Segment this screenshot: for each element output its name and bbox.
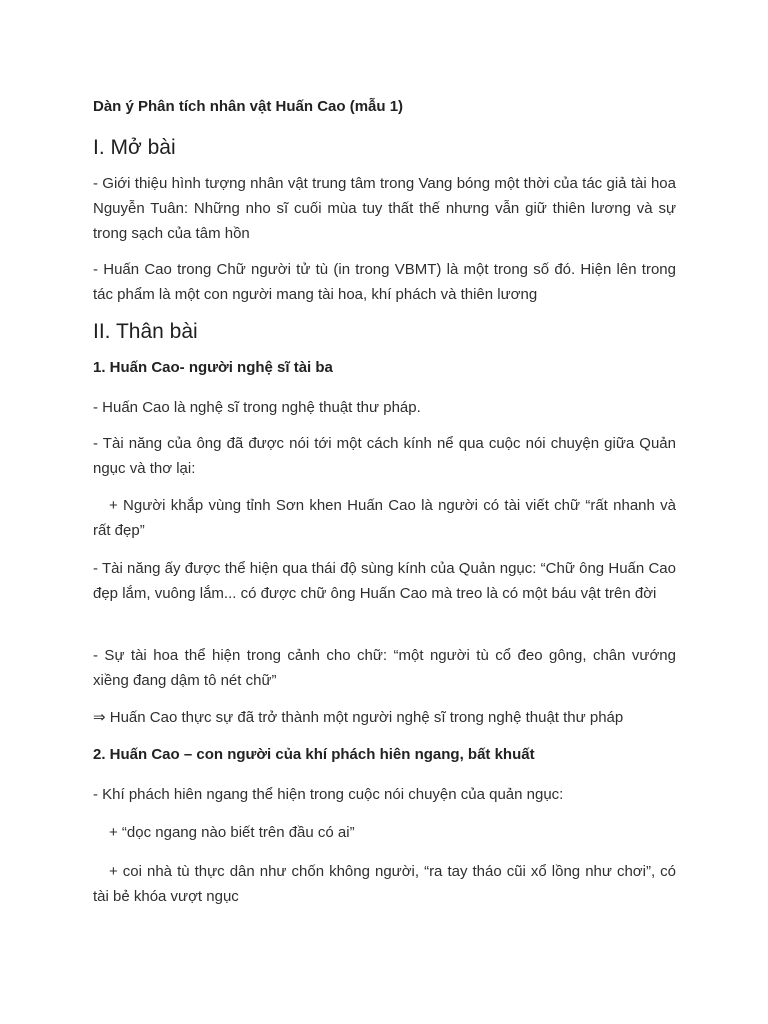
paragraph: - Sự tài hoa thể hiện trong cảnh cho chữ: “một người tù cổ đeo gông, chân vướng xiềng đang dậm tô nét chữ” [93,647,676,689]
section-heading-than-bai: II. Thân bài [93,320,198,343]
paragraph: + coi nhà tù thực dân như chốn không người, “ra tay tháo cũi xổ lồng như chơi”, có tài bẻ khóa vượt ngục [93,863,676,905]
paragraph: - Huấn Cao trong Chữ người tử tù (in trong VBMT) là một trong số đó. Hiện lên trong tác phẩm là một con người mang tài hoa, khí phách và thiên lương [93,261,676,303]
paragraph: - Khí phách hiên ngang thể hiện trong cuộc nói chuyện của quản ngục: [93,786,564,803]
paragraph: - Giới thiệu hình tượng nhân vật trung tâm trong Vang bóng một thời của tác giả tài hoa Nguyễn Tuân: Những nho sĩ cuối mùa tuy thất thế nhưng vẫn giữ thiên lương và sự trong sạch của tâm hồn [93,175,676,242]
subsection-heading-1: 1. Huấn Cao- người nghệ sĩ tài ba [93,359,333,376]
paragraph: + Người khắp vùng tỉnh Sơn khen Huấn Cao là người có tài viết chữ “rất nhanh và rất đẹp” [93,497,676,539]
paragraph: - Tài năng ấy được thể hiện qua thái độ sùng kính của Quản ngục: “Chữ ông Huấn Cao đẹp lắm, vuông lắm... có được chữ ông Huấn Cao mà treo là có một báu vật trên đời [93,560,676,602]
paragraph: + “dọc ngang nào biết trên đầu có ai” [109,824,355,841]
section-heading-mo-bai: I. Mở bài [93,136,176,159]
paragraph: ⇒ Huấn Cao thực sự đã trở thành một người nghệ sĩ trong nghệ thuật thư pháp [93,709,624,726]
subsection-heading-2: 2. Huấn Cao – con người của khí phách hiên ngang, bất khuất [93,746,535,763]
paragraph: - Huấn Cao là nghệ sĩ trong nghệ thuật thư pháp. [93,399,421,416]
document-title: Dàn ý Phân tích nhân vật Huấn Cao (mẫu 1) [93,98,404,115]
paragraph: - Tài năng của ông đã được nói tới một cách kính nể qua cuộc nói chuyện giữa Quản ngục và thơ lại: [93,435,676,477]
